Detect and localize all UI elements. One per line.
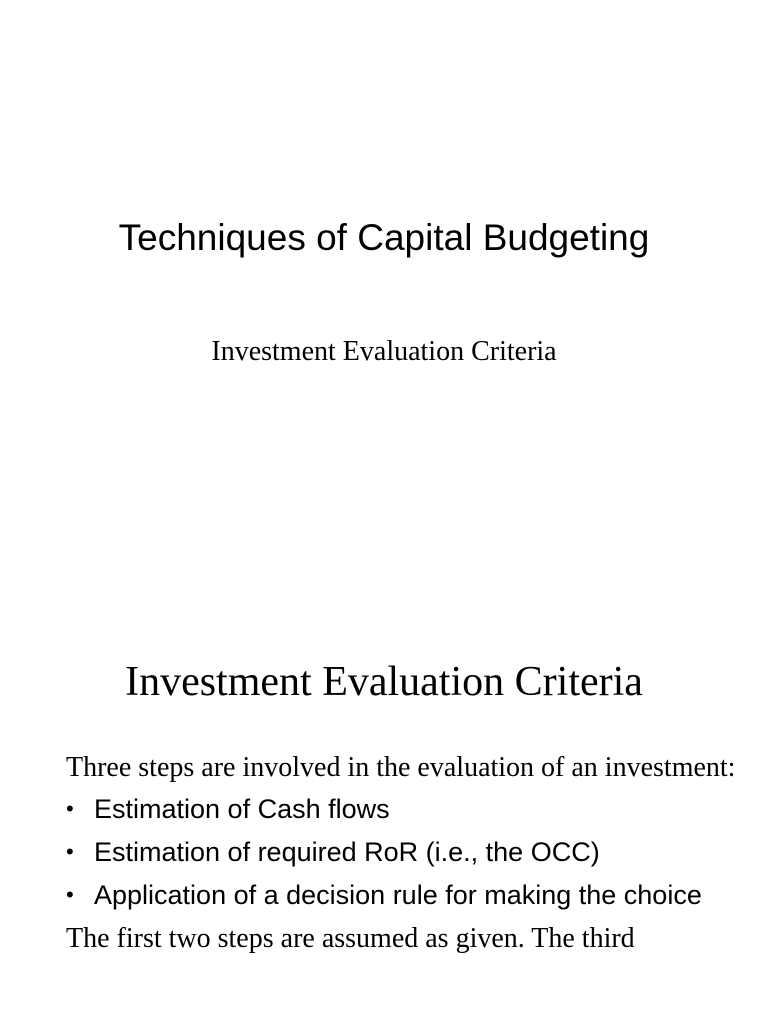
slide-title: Techniques of Capital Budgeting xyxy=(118,217,650,258)
bullet-icon: • xyxy=(66,839,74,864)
intro-paragraph: Three steps are involved in the evaluation of an investment: xyxy=(66,752,736,783)
bullet-text: Estimation of Cash flows xyxy=(94,794,390,824)
bullet-text: Estimation of required RoR (i.e., the OCC) xyxy=(94,837,600,867)
slide-subtitle: Investment Evaluation Criteria xyxy=(211,336,557,367)
closing-paragraph: The first two steps are assumed as given. The third xyxy=(66,923,635,954)
slide-body xyxy=(66,750,746,956)
bullet-list xyxy=(66,791,746,913)
list-item xyxy=(66,877,746,913)
list-item xyxy=(66,834,746,870)
bullet-icon: • xyxy=(66,796,74,821)
bullet-text: Application of a decision rule for making the choice xyxy=(94,880,702,910)
slide-2 xyxy=(0,512,768,1024)
list-item xyxy=(66,791,746,827)
slide-title: Investment Evaluation Criteria xyxy=(125,659,643,705)
bullet-icon: • xyxy=(66,882,74,907)
